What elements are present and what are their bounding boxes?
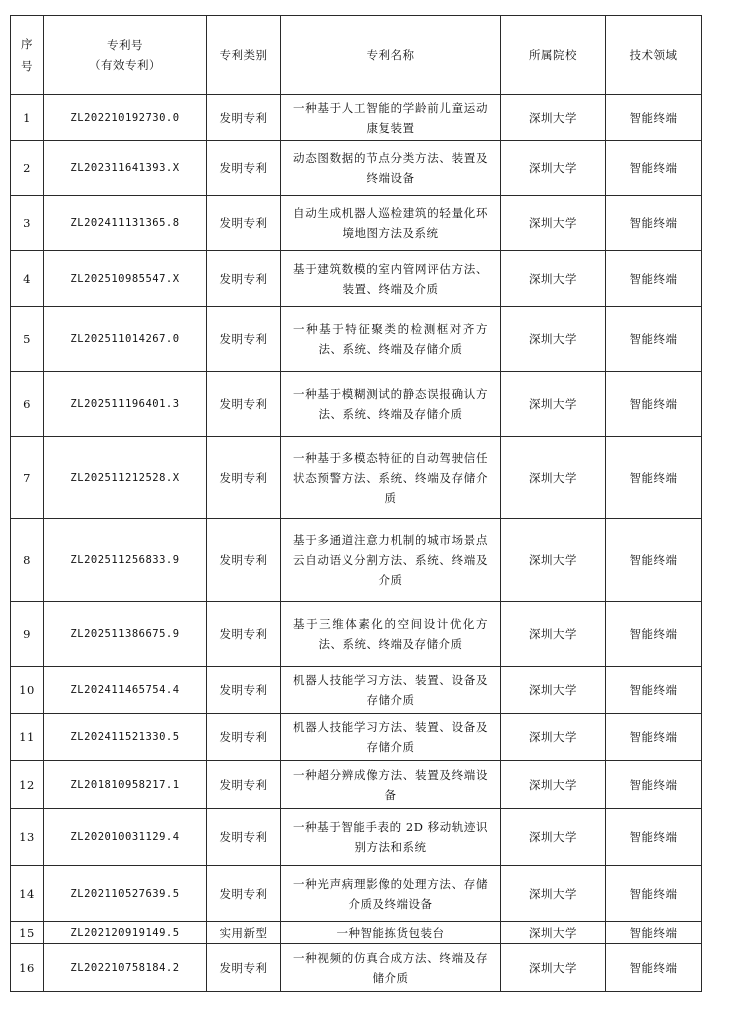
row-seq-cell: 7	[11, 437, 44, 519]
table-row	[11, 307, 702, 372]
table-row	[11, 922, 702, 944]
row-field-cell: 智能终端	[606, 714, 702, 761]
row-patent-no-cell: ZL202210192730.0	[44, 95, 207, 141]
row-seq-cell: 12	[11, 761, 44, 809]
row-seq-cell: 1	[11, 95, 44, 141]
row-school-cell: 深圳大学	[501, 866, 606, 922]
header-patent-no-note: （有效专利）	[89, 58, 161, 72]
row-school-cell: 深圳大学	[501, 372, 606, 437]
row-name-cell: 动态图数据的节点分类方法、装置及终端设备	[281, 141, 501, 196]
row-school-cell: 深圳大学	[501, 809, 606, 866]
row-name-cell: 基于三维体素化的空间设计优化方法、系统、终端及存储介质	[281, 602, 501, 667]
header-field: 技术领域	[606, 16, 702, 95]
row-type-cell: 发明专利	[207, 944, 281, 992]
row-patent-no-cell: ZL202511212528.X	[44, 437, 207, 519]
header-school: 所属院校	[501, 16, 606, 95]
row-patent-no-cell: ZL202210758184.2	[44, 944, 207, 992]
row-school-cell: 深圳大学	[501, 714, 606, 761]
row-type-cell: 发明专利	[207, 866, 281, 922]
row-seq-cell: 15	[11, 922, 44, 944]
row-school-cell: 深圳大学	[501, 251, 606, 307]
row-type-cell: 发明专利	[207, 196, 281, 251]
header-name: 专利名称	[281, 16, 501, 95]
table-row	[11, 95, 702, 141]
row-name-cell: 一种基于多模态特征的自动驾驶信任状态预警方法、系统、终端及存储介质	[281, 437, 501, 519]
row-name-cell: 一种光声病理影像的处理方法、存储介质及终端设备	[281, 866, 501, 922]
header-patent-no-label: 专利号	[107, 38, 143, 52]
row-type-cell: 发明专利	[207, 714, 281, 761]
row-seq-cell: 2	[11, 141, 44, 196]
table-row	[11, 372, 702, 437]
table-row	[11, 602, 702, 667]
row-field-cell: 智能终端	[606, 372, 702, 437]
table-row	[11, 196, 702, 251]
row-patent-no-cell: ZL202411465754.4	[44, 667, 207, 714]
table-body	[11, 95, 702, 992]
table-row	[11, 809, 702, 866]
row-patent-no-cell: ZL202511014267.0	[44, 307, 207, 372]
row-field-cell: 智能终端	[606, 922, 702, 944]
table-row	[11, 761, 702, 809]
row-seq-cell: 13	[11, 809, 44, 866]
header-seq-label: 序号	[21, 37, 33, 73]
row-school-cell: 深圳大学	[501, 602, 606, 667]
row-school-cell: 深圳大学	[501, 922, 606, 944]
row-patent-no-cell: ZL202510985547.X	[44, 251, 207, 307]
row-name-cell: 一种基于智能手表的 2D 移动轨迹识别方法和系统	[281, 809, 501, 866]
row-school-cell: 深圳大学	[501, 141, 606, 196]
row-school-cell: 深圳大学	[501, 196, 606, 251]
row-type-cell: 发明专利	[207, 437, 281, 519]
row-seq-cell: 6	[11, 372, 44, 437]
row-type-cell: 实用新型	[207, 922, 281, 944]
row-school-cell: 深圳大学	[501, 437, 606, 519]
row-patent-no-cell: ZL202010031129.4	[44, 809, 207, 866]
row-type-cell: 发明专利	[207, 761, 281, 809]
row-patent-no-cell: ZL202511196401.3	[44, 372, 207, 437]
row-type-cell: 发明专利	[207, 307, 281, 372]
row-seq-cell: 4	[11, 251, 44, 307]
row-type-cell: 发明专利	[207, 667, 281, 714]
row-type-cell: 发明专利	[207, 95, 281, 141]
row-field-cell: 智能终端	[606, 866, 702, 922]
row-name-cell: 一种基于模糊测试的静态误报确认方法、系统、终端及存储介质	[281, 372, 501, 437]
row-seq-cell: 3	[11, 196, 44, 251]
row-school-cell: 深圳大学	[501, 95, 606, 141]
row-name-cell: 基于建筑数模的室内管网评估方法、装置、终端及介质	[281, 251, 501, 307]
table-row	[11, 944, 702, 992]
row-seq-cell: 9	[11, 602, 44, 667]
row-seq-cell: 8	[11, 519, 44, 602]
row-patent-no-cell: ZL202411131365.8	[44, 196, 207, 251]
row-field-cell: 智能终端	[606, 809, 702, 866]
table-row	[11, 866, 702, 922]
row-field-cell: 智能终端	[606, 667, 702, 714]
row-school-cell: 深圳大学	[501, 307, 606, 372]
row-school-cell: 深圳大学	[501, 761, 606, 809]
row-seq-cell: 14	[11, 866, 44, 922]
header-seq	[11, 16, 44, 95]
row-name-cell: 机器人技能学习方法、装置、设备及存储介质	[281, 714, 501, 761]
table-row	[11, 141, 702, 196]
row-seq-cell: 16	[11, 944, 44, 992]
row-patent-no-cell: ZL202511386675.9	[44, 602, 207, 667]
header-patent-no	[44, 16, 207, 95]
row-field-cell: 智能终端	[606, 437, 702, 519]
table-row	[11, 437, 702, 519]
table-row	[11, 667, 702, 714]
row-name-cell: 机器人技能学习方法、装置、设备及存储介质	[281, 667, 501, 714]
row-name-cell: 一种超分辨成像方法、装置及终端设备	[281, 761, 501, 809]
row-type-cell: 发明专利	[207, 809, 281, 866]
row-field-cell: 智能终端	[606, 944, 702, 992]
row-seq-cell: 10	[11, 667, 44, 714]
row-seq-cell: 5	[11, 307, 44, 372]
row-field-cell: 智能终端	[606, 602, 702, 667]
row-name-cell: 自动生成机器人巡检建筑的轻量化环境地图方法及系统	[281, 196, 501, 251]
row-seq-cell: 11	[11, 714, 44, 761]
row-field-cell: 智能终端	[606, 761, 702, 809]
row-type-cell: 发明专利	[207, 141, 281, 196]
row-type-cell: 发明专利	[207, 602, 281, 667]
row-type-cell: 发明专利	[207, 251, 281, 307]
patent-table	[10, 15, 702, 992]
row-type-cell: 发明专利	[207, 519, 281, 602]
row-field-cell: 智能终端	[606, 251, 702, 307]
table-row	[11, 251, 702, 307]
row-type-cell: 发明专利	[207, 372, 281, 437]
table-row	[11, 714, 702, 761]
row-school-cell: 深圳大学	[501, 519, 606, 602]
header-type: 专利类别	[207, 16, 281, 95]
row-patent-no-cell: ZL202110527639.5	[44, 866, 207, 922]
row-field-cell: 智能终端	[606, 196, 702, 251]
row-school-cell: 深圳大学	[501, 944, 606, 992]
row-field-cell: 智能终端	[606, 307, 702, 372]
row-patent-no-cell: ZL202411521330.5	[44, 714, 207, 761]
table-row	[11, 519, 702, 602]
row-field-cell: 智能终端	[606, 141, 702, 196]
row-patent-no-cell: ZL202311641393.X	[44, 141, 207, 196]
row-patent-no-cell: ZL202511256833.9	[44, 519, 207, 602]
row-name-cell: 基于多通道注意力机制的城市场景点云自动语义分割方法、系统、终端及介质	[281, 519, 501, 602]
row-name-cell: 一种视频的仿真合成方法、终端及存储介质	[281, 944, 501, 992]
row-patent-no-cell: ZL202120919149.5	[44, 922, 207, 944]
row-name-cell: 一种智能拣货包装台	[281, 922, 501, 944]
row-school-cell: 深圳大学	[501, 667, 606, 714]
header-row	[11, 16, 702, 95]
row-patent-no-cell: ZL201810958217.1	[44, 761, 207, 809]
row-field-cell: 智能终端	[606, 519, 702, 602]
row-name-cell: 一种基于特征聚类的检测框对齐方法、系统、终端及存储介质	[281, 307, 501, 372]
row-field-cell: 智能终端	[606, 95, 702, 141]
row-name-cell: 一种基于人工智能的学龄前儿童运动康复装置	[281, 95, 501, 141]
